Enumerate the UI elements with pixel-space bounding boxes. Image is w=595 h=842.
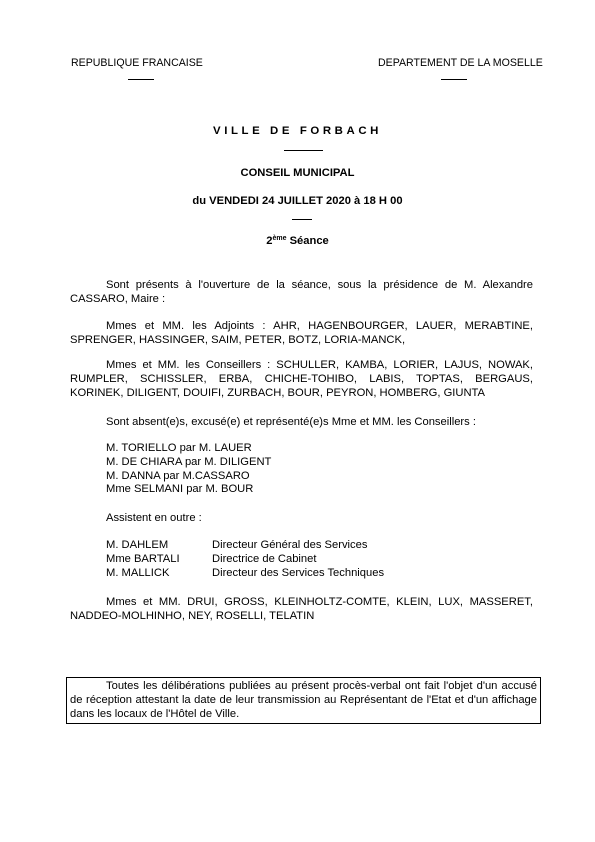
- list-item: Mme BARTALI Directrice de Cabinet: [106, 552, 317, 565]
- city-title: VILLE DE FORBACH: [213, 125, 382, 137]
- list-item: Mme SELMANI par M. BOUR: [106, 483, 254, 496]
- absents-intro: Sont absent(e)s, excusé(e) et représenté(e)s Mme et MM. les Conseillers :: [106, 416, 476, 428]
- conseillers-paragraph: Mmes et MM. les Conseillers : SCHULLER, KAMBA, LORIER, LAJUS, NOWAK, RUMPLER, SCHISSLER, ERBA, CHICHE-TOHIBO, LABIS, TOPTAS, BERGAUS, KORINEK, DILIGENT, DOUIFI, ZURBACH, BOUR, PEYRON, HOMBERG, GIUNTA: [70, 359, 533, 400]
- list-item: M. MALLICK Directeur des Services Techniques: [106, 566, 385, 579]
- council-title: CONSEIL MUNICIPAL: [240, 167, 355, 179]
- staff-list: [106, 539, 384, 580]
- session-title: 2ème Séance: [266, 235, 329, 247]
- header-left-rule: [128, 79, 154, 80]
- adjoints-paragraph: Mmes et MM. les Adjoints : AHR, HAGENBOURGER, LAUER, MERABTINE, SPRENGER, HASSINGER, SAIM, PETER, BOTZ, LORIA-MANCK,: [70, 320, 533, 347]
- meeting-date: du VENDEDI 24 JUILLET 2020 à 18 H 00: [192, 195, 403, 207]
- header-left: REPUBLIQUE FRANCAISE: [71, 57, 203, 69]
- date-rule: [292, 219, 312, 220]
- city-rule: [284, 150, 323, 151]
- assist-intro: Assistent en outre :: [106, 512, 202, 524]
- absents-list: [106, 442, 271, 497]
- others-paragraph: Mmes et MM. DRUI, GROSS, KLEINHOLTZ-COMTE, KLEIN, LUX, MASSERET, NADDEO-MOLHINHO, NEY, ROSELLI, TELATIN: [70, 596, 533, 623]
- header-right-rule: [441, 79, 467, 80]
- list-item: M. DANNA par M.CASSARO: [106, 469, 250, 482]
- presence-paragraph: Sont présents à l'ouverture de la séance, sous la présidence de M. Alexandre CASSARO, Maire :: [70, 279, 533, 306]
- list-item: M. TORIELLO par M. LAUER: [106, 442, 252, 454]
- list-item: M. DAHLEM Directeur Général des Services: [106, 539, 368, 551]
- list-item: M. DE CHIARA par M. DILIGENT: [106, 455, 272, 468]
- notice-box: Toutes les délibérations publiées au présent procès-verbal ont fait l'objet d'un accusé de réception attestant la date de leur transmission au Représentant de l'Etat et d'un affichage dans les locaux de l'Hôtel de Ville.: [66, 677, 541, 724]
- header-right: DEPARTEMENT DE LA MOSELLE: [378, 57, 543, 69]
